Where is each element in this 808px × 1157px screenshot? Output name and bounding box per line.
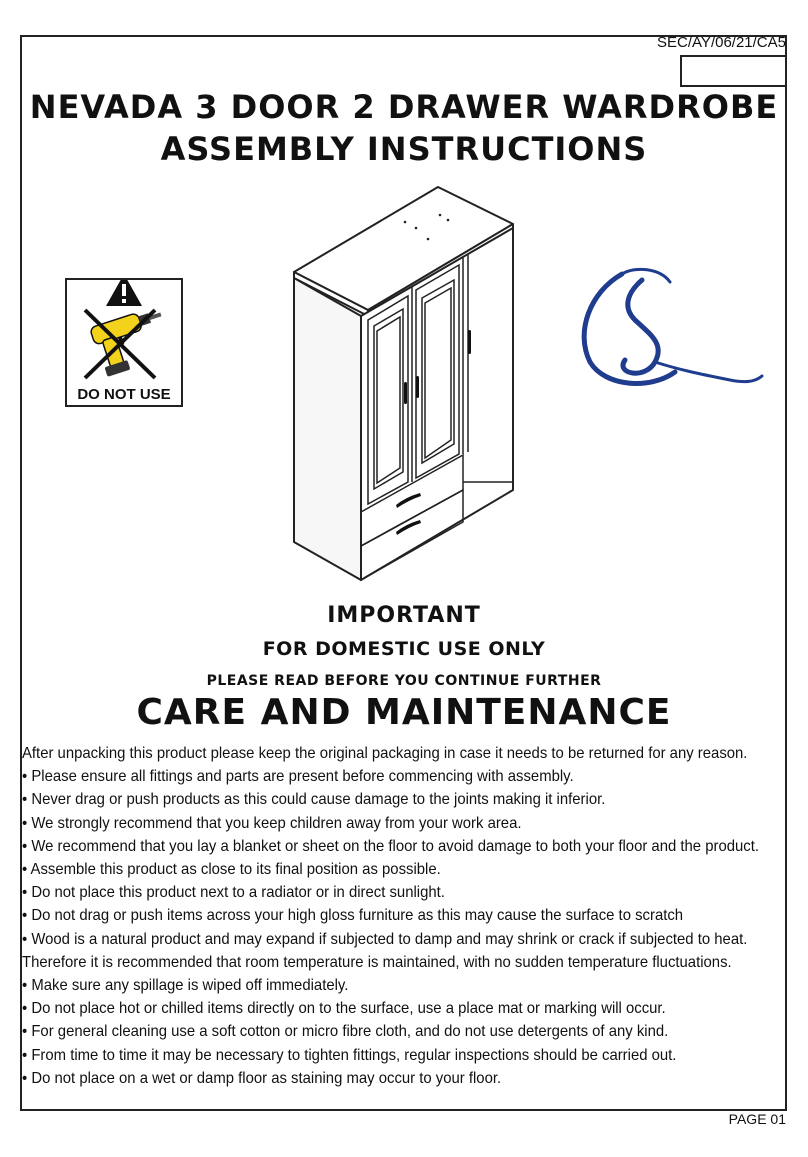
care-line: • Do not place hot or chilled items directly on to the surface, use a place mat or marking will occur. <box>22 1000 666 1018</box>
care-line: • Do not place on a wet or damp floor as staining may occur to your floor. <box>22 1069 502 1087</box>
care-line: • Wood is a natural product and may expand if subjected to damp and may shrink or crack if subjected to heat. <box>22 930 748 948</box>
care-line: After unpacking this product please keep the original packaging in case it needs to be returned for any reason. <box>22 745 748 762</box>
care-line: • Assemble this product as close to its final position as possible. <box>22 861 441 879</box>
care-line: • Please ensure all fittings and parts are present before commencing with assembly. <box>22 768 574 786</box>
warning-label: DO NOT USE <box>77 386 171 403</box>
care-line: • Do not place this product next to a radiator or in direct sunlight. <box>22 884 445 902</box>
no-power-drill-icon <box>67 280 181 390</box>
care-line: • Do not drag or push items across your high gloss furniture as this may cause the surface to scratch <box>22 907 684 925</box>
page-number: PAGE 01 <box>728 1111 786 1127</box>
care-line: • From time to time it may be necessary to tighten fittings, regular inspections should be carried out. <box>22 1046 677 1064</box>
heading-important: IMPORTANT <box>327 603 481 628</box>
code-box <box>680 55 787 87</box>
care-line: • We recommend that you lay a blanket or sheet on the floor to avoid damage to both your floor and the product. <box>22 837 759 855</box>
care-line: • For general cleaning use a soft cotton or micro fibre cloth, and do not use detergents of any kind. <box>22 1023 669 1041</box>
do-not-use-drill-warning <box>65 278 183 407</box>
product-title: NEVADA 3 DOOR 2 DRAWER WARDROBE <box>29 88 779 126</box>
care-line: • Make sure any spillage is wiped off immediately. <box>22 977 349 995</box>
brand-logo-icon <box>570 262 770 397</box>
wardrobe-illustration <box>288 182 520 582</box>
care-line: Therefore it is recommended that room temperature is maintained, with no sudden temperature fluctuations. <box>22 953 732 971</box>
heading-domestic-use: FOR DOMESTIC USE ONLY <box>262 638 546 660</box>
document-title: ASSEMBLY INSTRUCTIONS <box>160 130 648 168</box>
heading-care-maintenance: CARE AND MAINTENANCE <box>136 692 672 733</box>
heading-read-before: PLEASE READ BEFORE YOU CONTINUE FURTHER <box>206 673 602 689</box>
care-line: • Never drag or push products as this could cause damage to the joints making it inferior. <box>22 791 606 809</box>
document-code: SEC/AY/06/21/CA5 <box>657 34 786 51</box>
care-line: • We strongly recommend that you keep children away from your work area. <box>22 814 522 832</box>
care-instructions <box>22 742 759 1090</box>
